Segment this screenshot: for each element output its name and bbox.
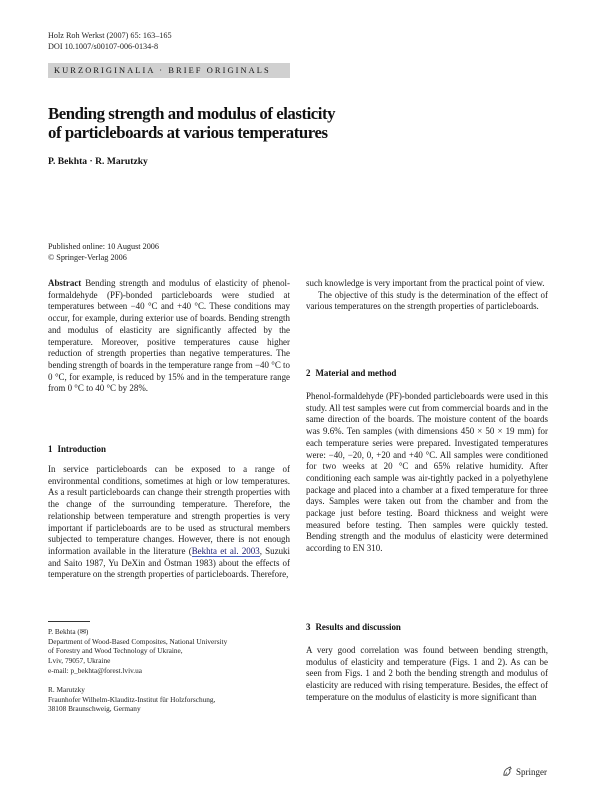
copyright: © Springer-Verlag 2006 — [48, 253, 127, 262]
citation-link[interactable]: Bekhta et al. 2003 — [191, 545, 260, 556]
footnote-divider — [48, 621, 90, 622]
section-number: 2 — [306, 368, 311, 378]
article-title — [48, 104, 378, 142]
affiliation-line: Department of Wood-Based Composites, National University — [48, 636, 228, 646]
section-title: Material and method — [315, 368, 397, 378]
authors: P. Bekhta · R. Marutzky — [48, 156, 148, 167]
title-line-2: of particleboards at various temperatures — [48, 123, 328, 142]
results-body — [306, 645, 548, 704]
doi: DOI 10.1007/s00107-006-0134-8 — [48, 42, 159, 51]
continuation-text: such knowledge is very important from the practical point of view. — [306, 278, 545, 288]
section-heading-results — [306, 622, 401, 632]
right-column-top — [306, 278, 548, 313]
section-title: Introduction — [57, 444, 106, 454]
journal-citation: Holz Roh Werkst (2007) 65: 163–165 — [48, 31, 172, 40]
abstract-label: Abstract — [48, 278, 82, 288]
section-heading-material-method — [306, 368, 396, 378]
affiliation-2 — [48, 685, 293, 714]
title-line-1: Bending strength and modulus of elasticity — [48, 104, 336, 123]
results-text: A very good correlation was found between bending strength, modulus of elasticity and temperature (Figs. 1 and 2). As can be seen from Figs. 1 and 2 both the bending strength and modulus of elasticity are reduced with rising temperature. Besides, the effect of temperature on the modulus of elasticity is more significant than — [306, 645, 548, 702]
springer-horse-icon — [502, 766, 513, 777]
affiliation-line: of Forestry and Wood Technology of Ukraine, — [48, 646, 183, 656]
section-title: Results and discussion — [315, 622, 401, 632]
introduction-body — [48, 464, 290, 581]
section-heading-introduction — [48, 444, 106, 454]
intro-text-part2: , Suzuki and Saito 1987, Yu DeXin and Östman 1983) about the effects of temperature on the strength properties of particleboards. Therefore, — [48, 545, 291, 580]
objective-paragraph: The objective of this study is the determination of the effect of various temperatures on the strength properties of particleboards. — [306, 289, 548, 312]
abstract — [48, 278, 290, 395]
material-method-text: Phenol-formaldehyde (PF)-bonded particleboards were used in this study. All test samples were cut from commercial boards and in the same direction of the boards. The moisture content of the boards was 9.6%. Ten samples (with dimensions 450 × 50 × 19 mm) for each temperature series were prepared. Investigated temperatures were: −40, −20, 0, +20 and +40 °C. All samples were conditioned for two weeks at 20 °C and 65% relative humidity. After conditioning each sample was air-tightly packed in a polyethylene package and placed into a chamber at a fixed temperature for three days. Samples were taken out from the chamber and from the package just before testing. Board thickness and weight were measured before testing. Then samples were quickly tested. Bending strength and the modulus of elasticity were determined according to EN 310. — [306, 391, 548, 554]
affiliation-1 — [48, 627, 293, 676]
section-number: 3 — [306, 622, 311, 632]
section-banner: KURZORIGINALIA · BRIEF ORIGINALS — [48, 63, 290, 78]
email-link[interactable]: e-mail: p_bekhta@forest.lviv.ua — [48, 665, 142, 675]
abstract-text: Bending strength and modulus of elasticity of phenol-formaldehyde (PF)-bonded particleboards were studied at temperatures between −40 °C and +40 °C. These conditions may occur, for example, during exterior use of boards. Bending strength and modulus of elasticity are significantly affected by the temperature. Moreover, positive temperatures cause higher reduction of strength properties than negative temperatures. The bending strength of boards in the temperature range from −40 °C to 0 °C, for example, is reduced by 15% and in the temperature range from 0 °C to 40 °C by 28%. — [48, 278, 290, 394]
publisher-name: Springer — [516, 766, 547, 777]
affiliation-line: Lviv, 79057, Ukraine — [48, 656, 111, 666]
affiliation-author: R. Marutzky — [48, 685, 85, 694]
publication-info — [48, 241, 159, 263]
intro-text-part1: In service particleboards can be exposed to a range of environmental conditions, sometimes at high or low temperatures. As a result particleboards can change their strength properties with the change of the surrounding temperature. Therefore, the relationship between temperature and strength properties is very important if particleboards are to be used as structural members subjected to temperature changes. However, there is not enough information available in the literature ( — [48, 464, 290, 556]
springer-logo — [502, 766, 547, 777]
affiliation-line: Fraunhofer Wilhelm-Klauditz-Institut für Holzforschung, — [48, 694, 216, 704]
affiliation-author: P. Bekhta (✉) — [48, 627, 89, 636]
published-date: Published online: 10 August 2006 — [48, 242, 159, 251]
running-head — [48, 30, 172, 52]
affiliation-line: 38108 Braunschweig, Germany — [48, 704, 141, 714]
material-method-body — [306, 391, 548, 555]
section-number: 1 — [48, 444, 53, 454]
